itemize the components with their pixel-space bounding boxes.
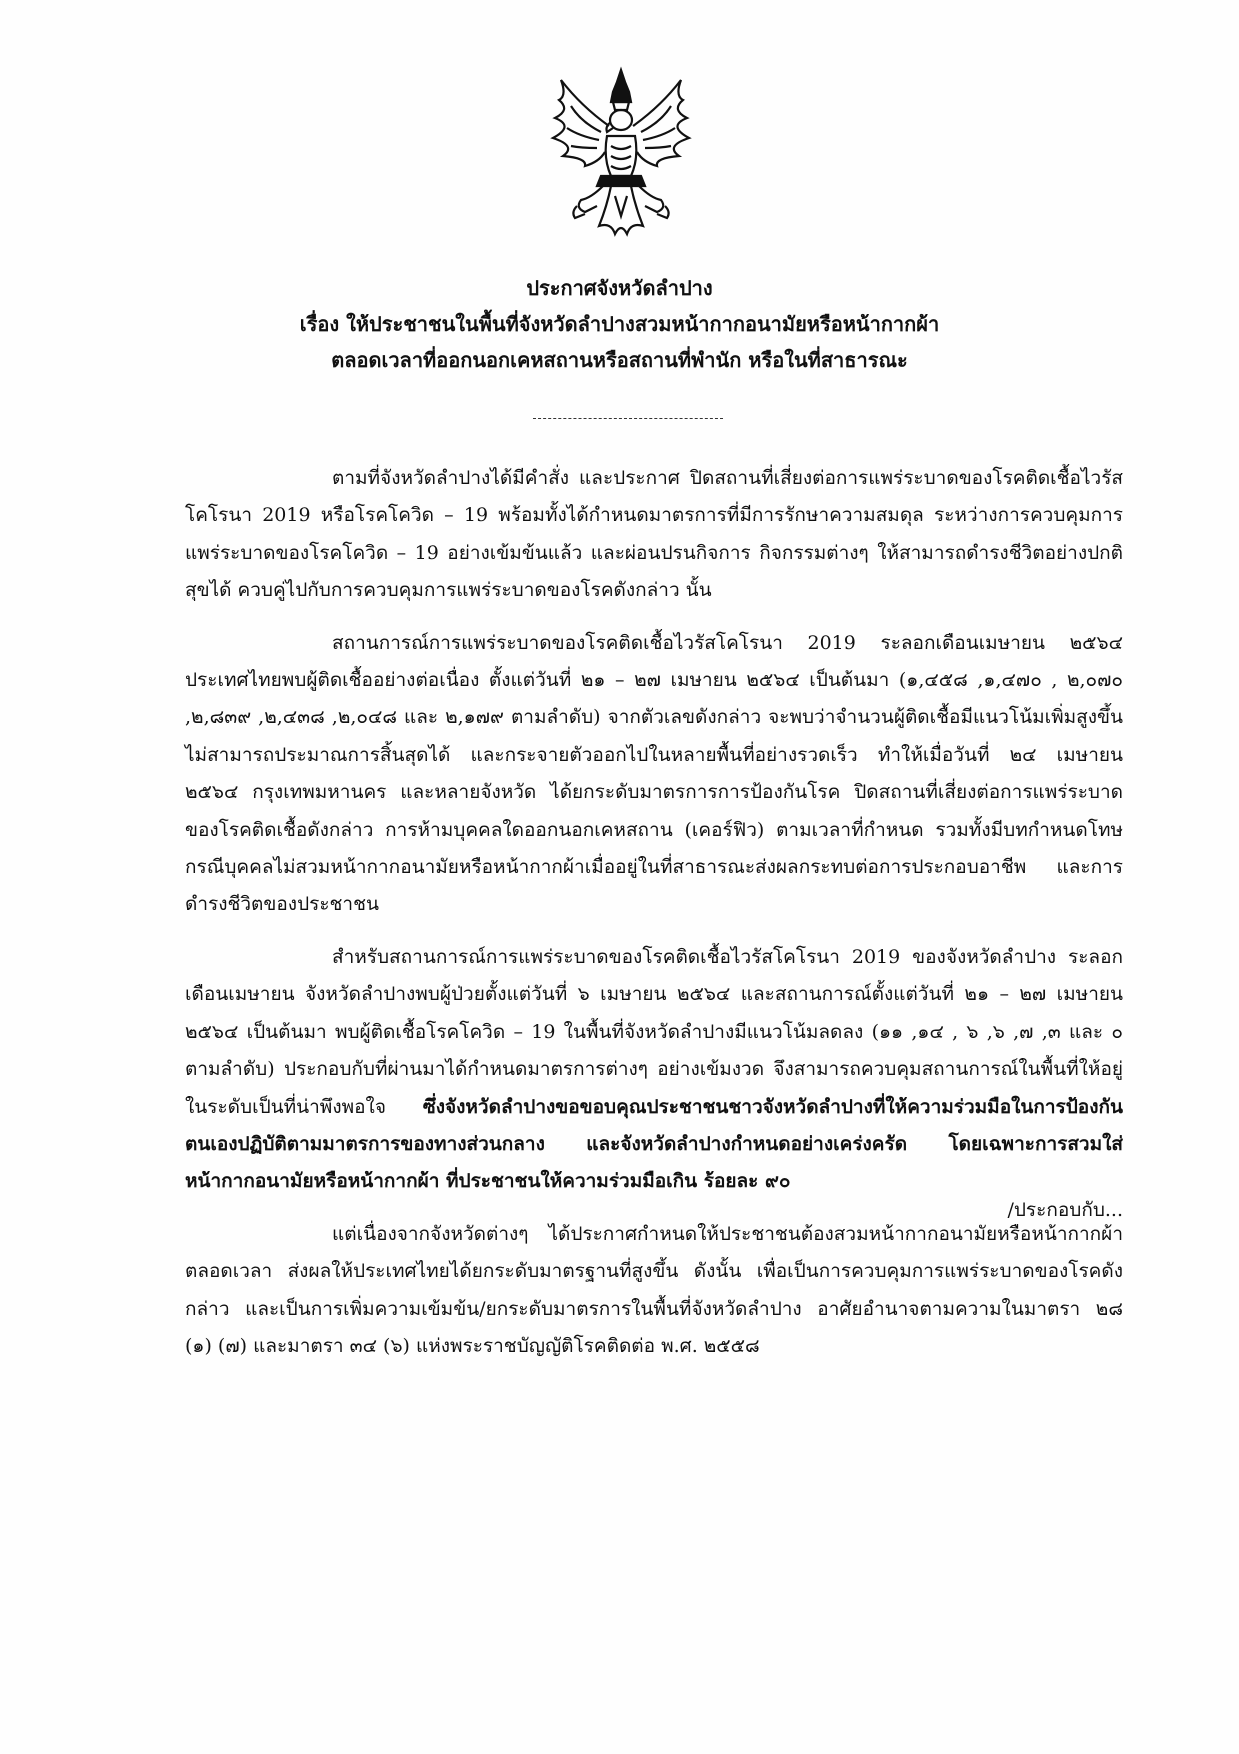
announcement-subject: เรื่อง ให้ประชาชนในพื้นที่จังหวัดลำปางสวมหน้ากากอนามัยหรือหน้ากากผ้า	[299, 312, 940, 336]
paragraph-text: สถานการณ์การแพร่ระบาดของโรคติดเชื้อไวรัสโคโรนา 2019 ระลอกเดือนเมษายน ๒๕๖๔ ประเทศไทยพบผู้ติดเชื้ออย่างต่อเนื่อง ตั้งแต่วันที่ ๒๑ – ๒๗ เมษายน ๒๕๖๔ เป็นต้นมา (๑,๔๕๘ ,๑,๔๗๐ , ๒,๐๗๐ ,๒,๘๓๙ ,๒,๔๓๘ ,๒,๐๔๘ และ ๒,๑๗๙ ตามลำดับ) จากตัวเลขดังกล่าว จะพบว่าจำนวนผู้ติดเชื้อมีแนวโน้มเพิ่มสูงขึ้นไม่สามารถประมาณการสิ้นสุดได้ และกระจายตัวออกไปในหลายพื้นที่อย่างรวดเร็ว ทำให้เมื่อวันที่ ๒๔ เมษายน ๒๕๖๔ กรุงเทพมหานคร และหลายจังหวัด ได้ยกระดับมาตรการการป้องกันโรค ปิดสถานที่เสี่ยงต่อการแพร่ระบาดของโรคติดเชื้อดังกล่าว การห้ามบุคคลใดออกนอกเคหสถาน (เคอร์ฟิว) ตามเวลาที่กำหนด รวมทั้งมีบทกำหนดโทษกรณีบุคคลไม่สวมหน้ากากอนามัยหรือหน้ากากผ้าเมื่ออยู่ในที่สาธารณะส่งผลกระทบต่อการประกอบอาชีพ และการดำรงชีวิตของประชาชน	[185, 631, 1123, 916]
paragraph-text: แต่เนื่องจากจังหวัดต่างๆ ได้ประกาศกำหนดให้ประชาชนต้องสวมหน้ากากอนามัยหรือหน้ากากผ้าตลอดเวลา ส่งผลให้ประเทศไทยได้ยกระดับมาตรฐานที่สูงขึ้น ดังนั้น เพื่อเป็นการควบคุมการแพร่ระบาดของโรคดังกล่าว และเป็นการเพิ่มความเข้มข้น/ยกระดับมาตรการในพื้นที่จังหวัดลำปาง อาศัยอำนาจตามความในมาตรา ๒๘ (๑) (๗) และมาตรา ๓๔ (๖) แห่งพระราชบัญญัติโรคติดต่อ พ.ศ. ๒๕๕๘	[185, 1222, 1123, 1357]
garuda-emblem-icon	[541, 66, 701, 241]
announcement-title: ประกาศจังหวัดลำปาง	[526, 276, 713, 300]
announcement-header	[0, 270, 1239, 378]
paragraph	[185, 939, 1123, 1201]
announcement-subject-continued: ตลอดเวลาที่ออกนอกเคหสถานหรือสถานที่พำนัก หรือในที่สาธารณะ	[331, 348, 908, 372]
announcement-body	[185, 460, 1123, 1380]
paragraph-text: สำหรับสถานการณ์การแพร่ระบาดของโรคติดเชื้อไวรัสโคโรนา 2019 ของจังหวัดลำปาง ระลอกเดือนเมษายน จังหวัดลำปางพบผู้ป่วยตั้งแต่วันที่ ๖ เมษายน ๒๕๖๔ และสถานการณ์ตั้งแต่วันที่ ๒๑ – ๒๗ เมษายน ๒๕๖๔ เป็นต้นมา พบผู้ติดเชื้อโรคโควิด – 19 ในพื้นที่จังหวัดลำปางมีแนวโน้มลดลง (๑๑ ,๑๔ , ๖ ,๖ ,๗ ,๓ และ ๐ ตามลำดับ) ประกอบกับที่ผ่านมาได้กำหนดมาตรการต่างๆ อย่างเข้มงวด จึงสามารถควบคุมสถานการณ์ในพื้นที่ให้อยู่ในระดับเป็นที่น่าพึงพอใจ	[185, 945, 1123, 1118]
paragraph	[185, 625, 1123, 924]
paragraph	[185, 1216, 1123, 1366]
paragraph	[185, 460, 1123, 610]
continuation-marker: /ประกอบกับ...	[1007, 1199, 1123, 1221]
separator-line	[533, 418, 723, 419]
paragraph-bold-text: ซึ่งจังหวัดลำปางขอขอบคุณประชาชนชาวจังหวัดลำปางที่ให้ความร่วมมือในการป้องกันตนเองปฏิบัติตามมาตรการของทางส่วนกลาง และจังหวัดลำปางกำหนดอย่างเคร่งครัด โดยเฉพาะการสวมใส่หน้ากากอนามัยหรือหน้ากากผ้า ที่ประชาชนให้ความร่วมมือเกิน ร้อยละ ๙๐	[185, 1095, 1123, 1193]
paragraph-text: ตามที่จังหวัดลำปางได้มีคำสั่ง และประกาศ ปิดสถานที่เสี่ยงต่อการแพร่ระบาดของโรคติดเชื้อไวรัสโคโรนา 2019 หรือโรคโควิด – 19 พร้อมทั้งได้กำหนดมาตรการที่มีการรักษาความสมดุล ระหว่างการควบคุมการแพร่ระบาดของโรคโควิด – 19 อย่างเข้มข้นแล้ว และผ่อนปรนกิจการ กิจกรรมต่างๆ ให้สามารถดำรงชีวิตอย่างปกติสุขได้ ควบคู่ไปกับการควบคุมการแพร่ระบาดของโรคดังกล่าว นั้น	[185, 467, 1123, 602]
